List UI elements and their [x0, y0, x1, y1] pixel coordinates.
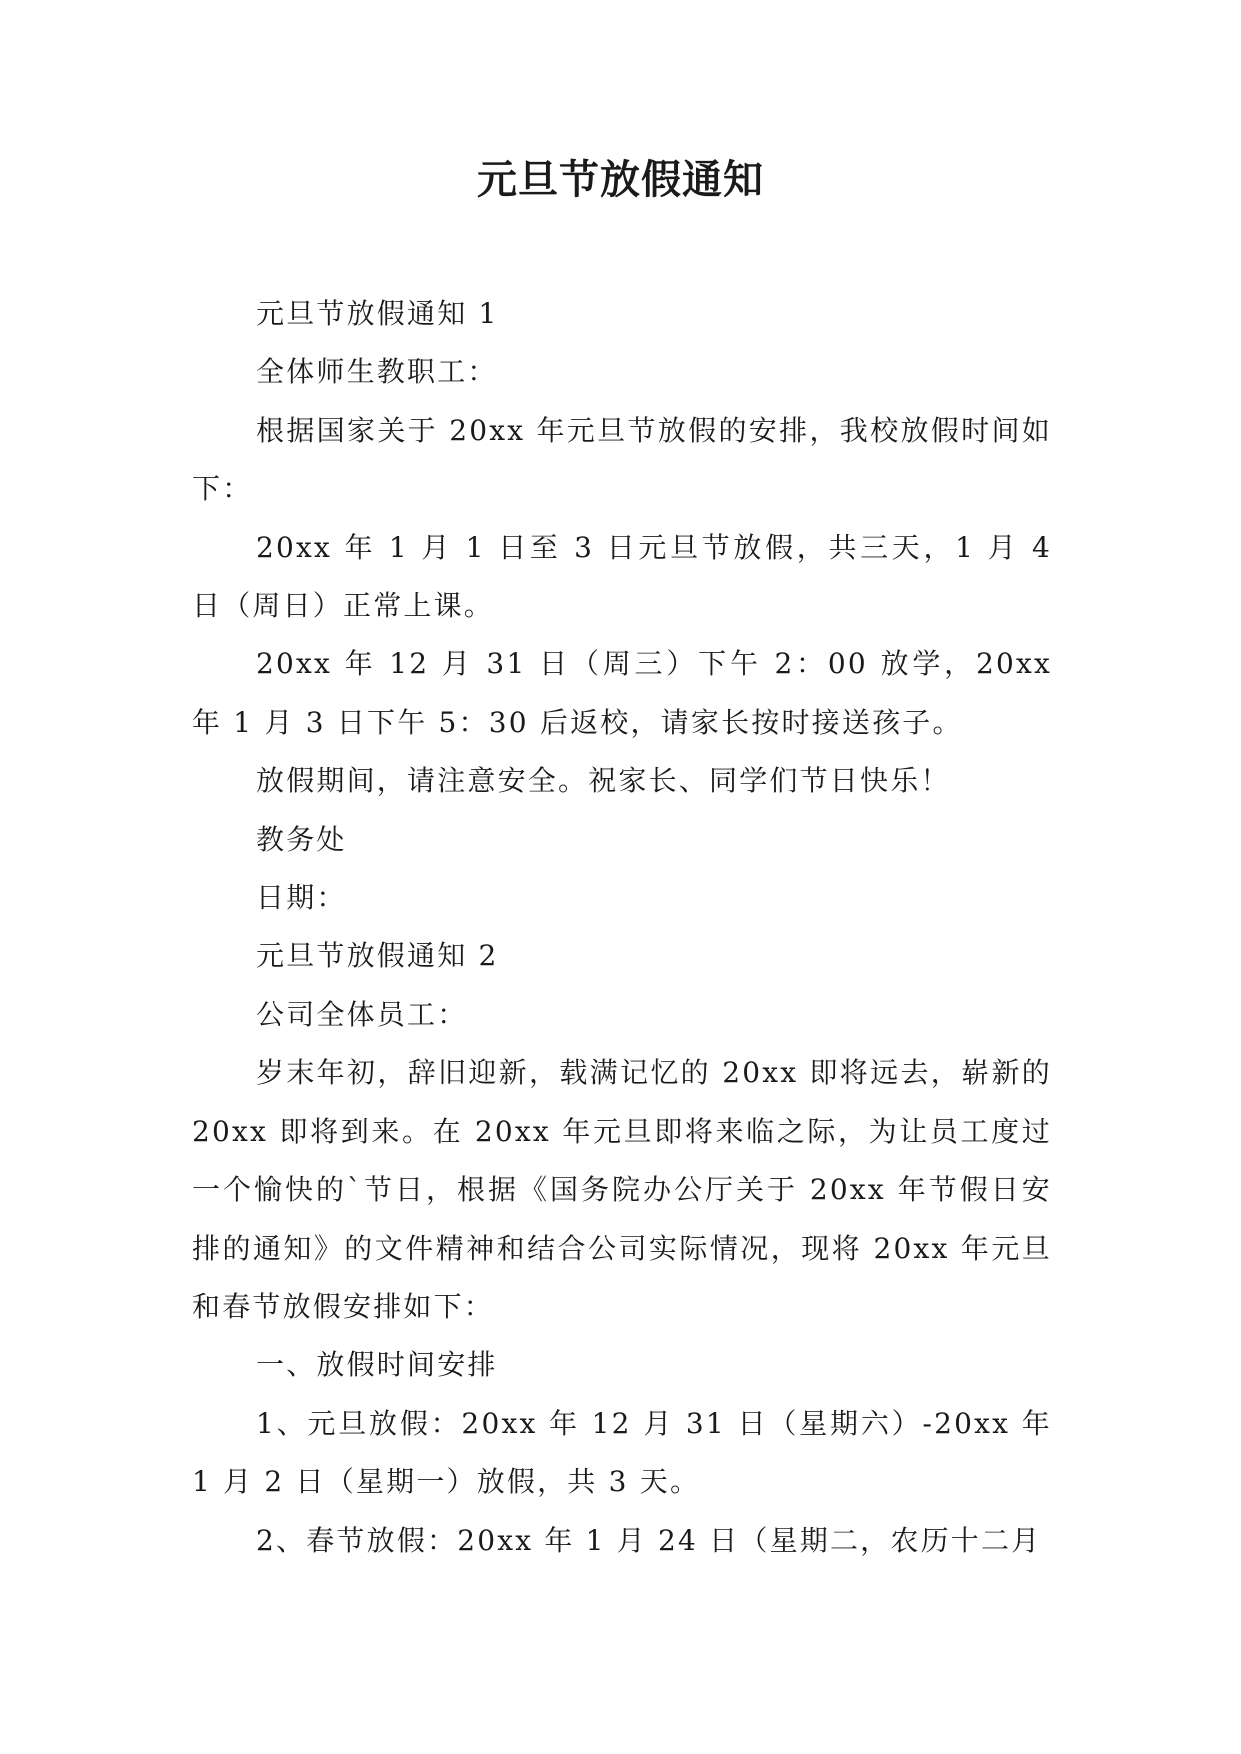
salutation: 公司全体员工：	[256, 997, 468, 1031]
paragraph: 2、春节放假：20xx 年 1 月 24 日（星期二，农历十二月	[256, 1523, 1042, 1557]
paragraph: 20xx 年 12 月 31 日（周三）下午 2：00 放学，20xx 年 1 月 3 日下午 5：30 后返校，请家长按时接送孩子。	[192, 647, 1052, 739]
signature: 教务处	[256, 822, 347, 856]
date-line: 日期：	[256, 881, 347, 915]
notice-2-heading: 元旦节放假通知 2	[256, 939, 499, 973]
notice-1-heading: 元旦节放假通知 1	[256, 297, 499, 330]
section-heading: 一、放假时间安排	[256, 1348, 498, 1382]
document-title: 元旦节放假通知	[477, 156, 764, 203]
paragraph: 根据国家关于 20xx 年元旦节放假的安排，我校放假时间如下：	[192, 413, 1052, 506]
document-body	[192, 285, 1052, 1570]
paragraph: 1、元旦放假：20xx 年 12 月 31 日（星期六）-20xx 年 1 月 2 日（星期一）放假，共 3 天。	[192, 1406, 1052, 1499]
paragraph: 20xx 年 1 月 1 日至 3 日元旦节放假，共三天，1 月 4 日（周日）正常上课。	[192, 530, 1052, 623]
paragraph: 岁末年初，辞旧迎新，载满记忆的 20xx 即将远去，崭新的 20xx 即将到来。在 20xx 年元旦即将来临之际，为让员工度过一个愉快的`节日，根据《国务院办公厅关于 20xx 年节假日安排的通知》的文件精神和结合公司实际情况，现将 20xx 年元旦和春节放假安排如下：	[192, 1056, 1052, 1323]
paragraph: 放假期间，请注意安全。祝家长、同学们节日快乐！	[256, 764, 951, 798]
salutation: 全体师生教职工：	[256, 355, 498, 389]
